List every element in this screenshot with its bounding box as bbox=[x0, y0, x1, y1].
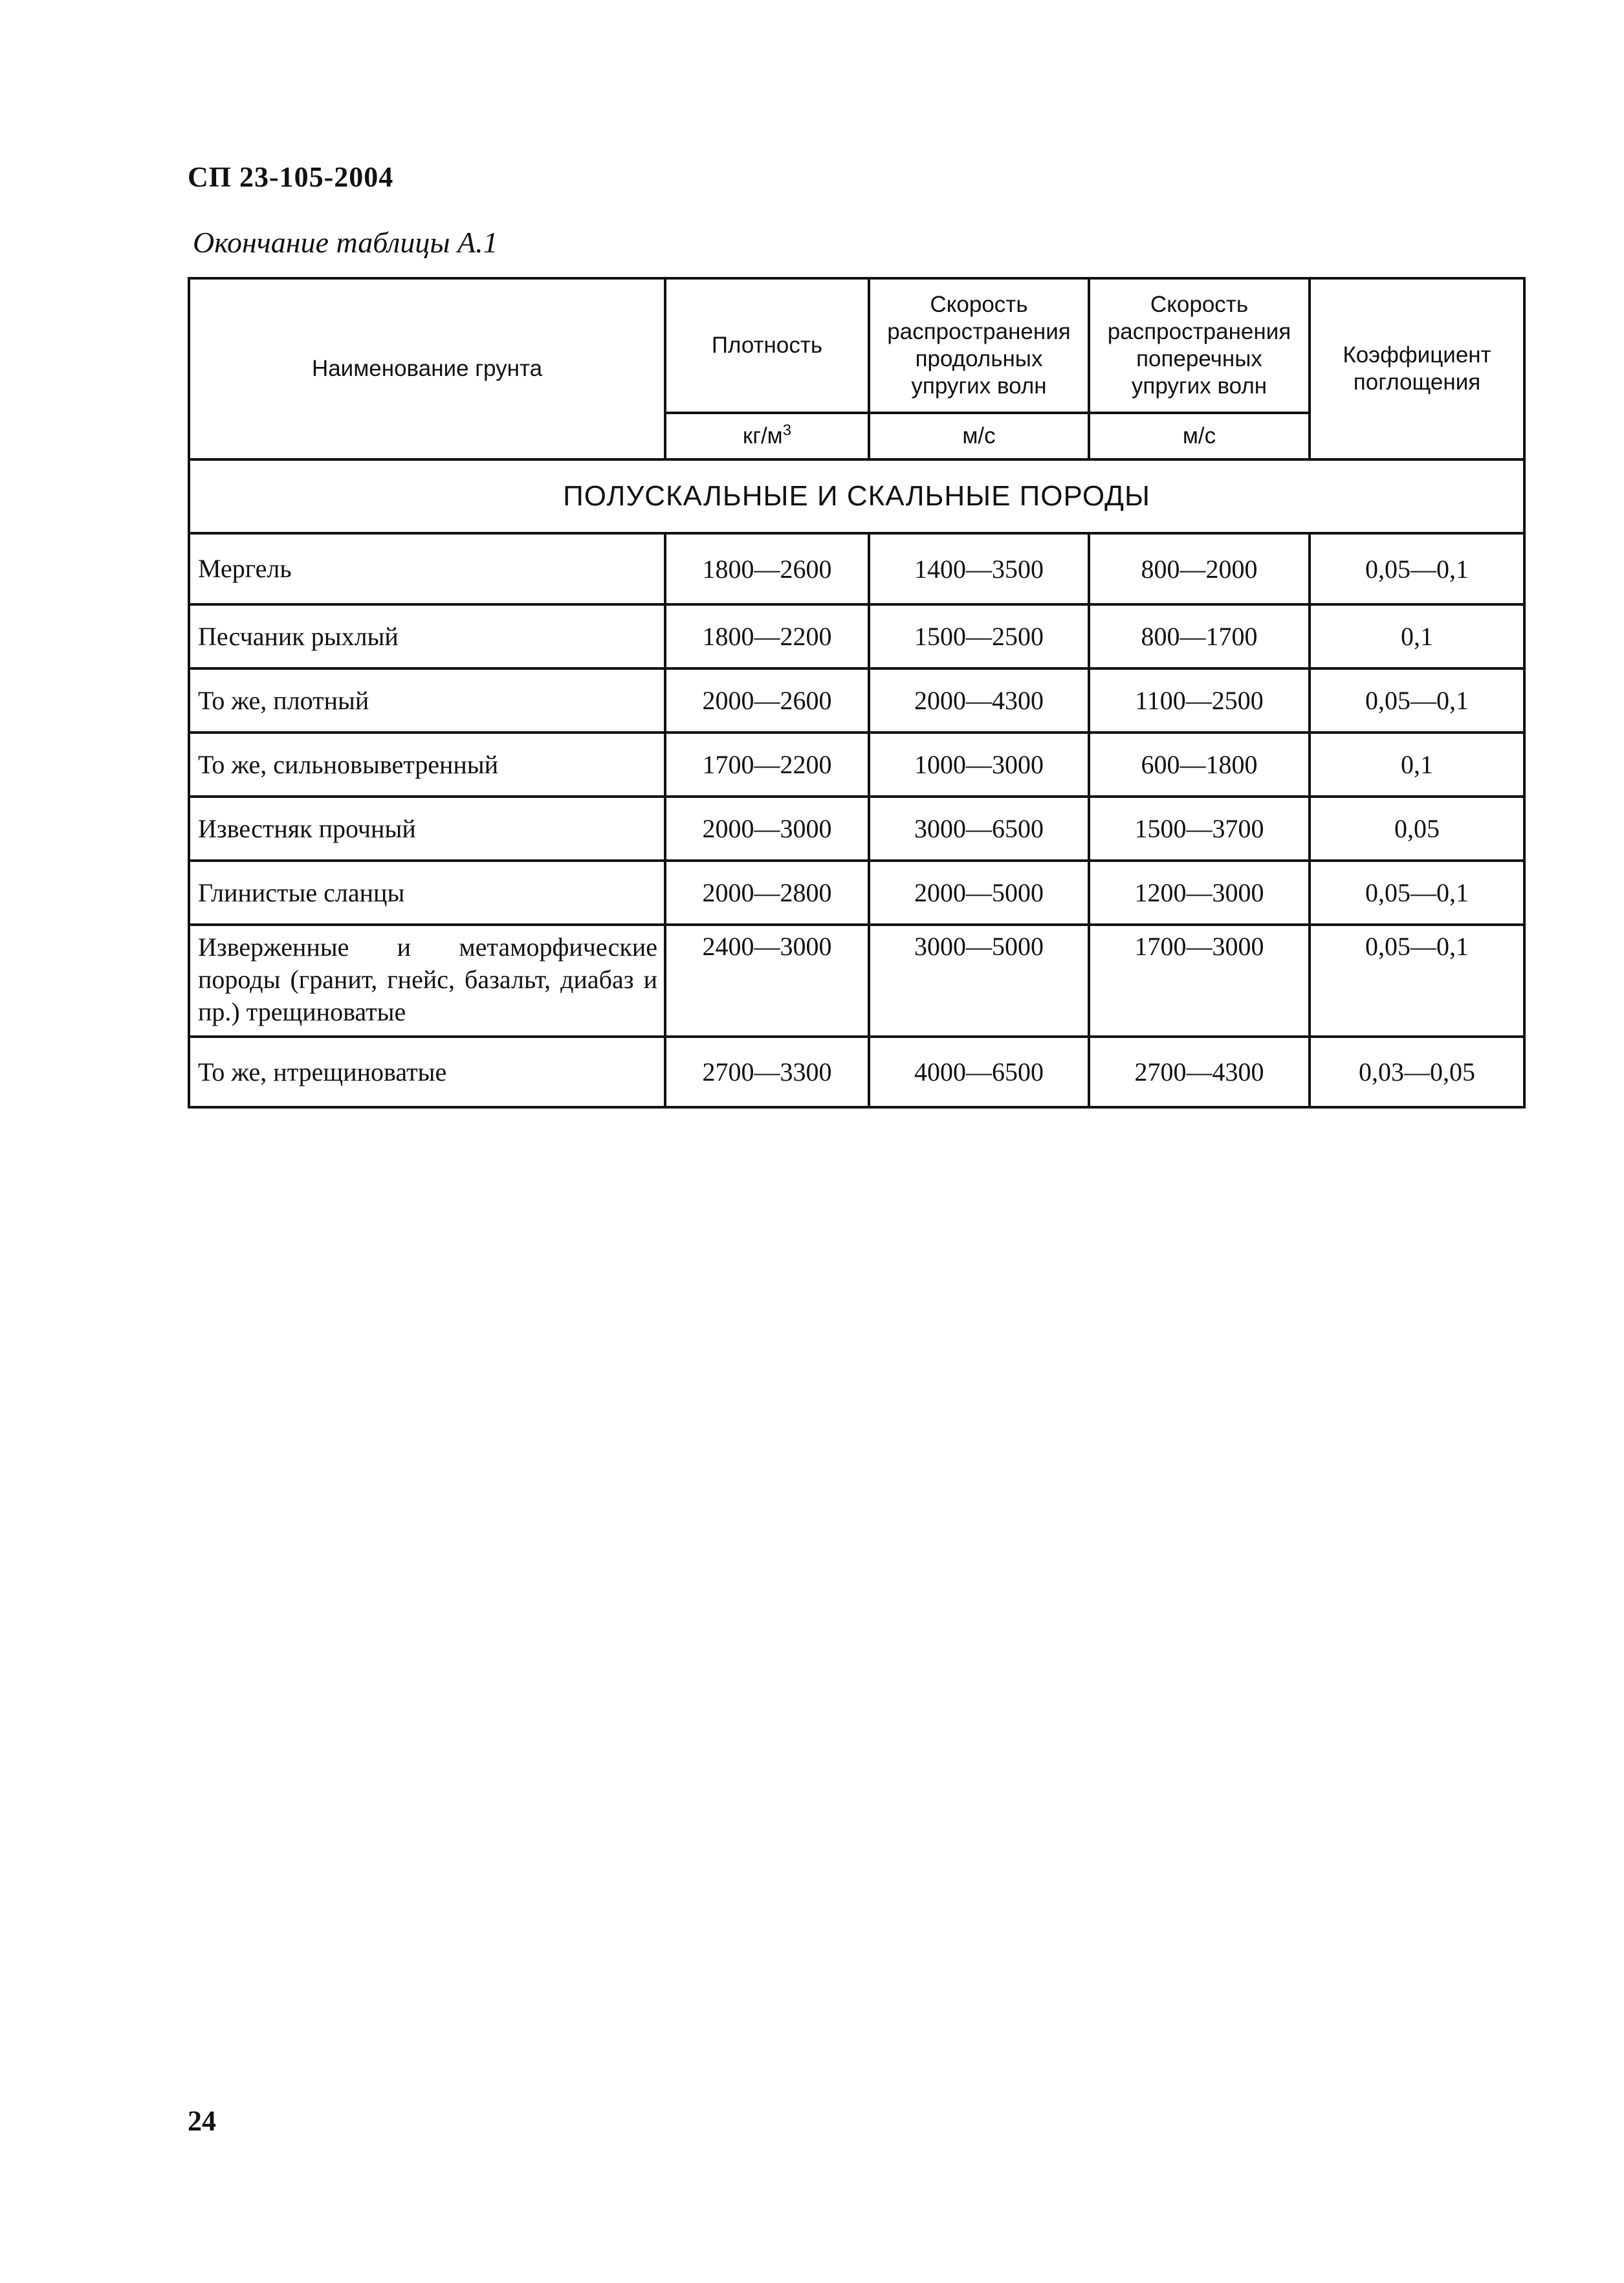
absorption-cell: 0,05 bbox=[1310, 797, 1524, 861]
soil-name-cell: То же, нтрещиноватые bbox=[189, 1037, 665, 1107]
absorption-cell: 0,1 bbox=[1310, 604, 1524, 668]
absorption-cell: 0,05—0,1 bbox=[1310, 668, 1524, 733]
longitudinal-speed-cell: 1400—3500 bbox=[869, 533, 1089, 604]
soil-name-cell: То же, плотный bbox=[189, 668, 665, 733]
soil-name-cell: Глинистые сланцы bbox=[189, 861, 665, 925]
absorption-cell: 0,03—0,05 bbox=[1310, 1037, 1524, 1107]
table-row bbox=[189, 797, 1524, 861]
transverse-speed-cell: 1700—3000 bbox=[1089, 925, 1310, 1037]
transverse-speed-cell: 1100—2500 bbox=[1089, 668, 1310, 733]
soil-properties-table bbox=[188, 277, 1526, 1108]
density-cell: 1700—2200 bbox=[665, 733, 869, 797]
table-caption: Окончание таблицы А.1 bbox=[193, 226, 498, 259]
transverse-speed-cell: 1500—3700 bbox=[1089, 797, 1310, 861]
longitudinal-speed-cell: 1500—2500 bbox=[869, 604, 1089, 668]
section-title: ПОЛУСКАЛЬНЫЕ И СКАЛЬНЫЕ ПОРОДЫ bbox=[189, 459, 1524, 533]
density-cell: 2400—3000 bbox=[665, 925, 869, 1037]
soil-name-cell: Мергель bbox=[189, 533, 665, 604]
unit-density bbox=[665, 413, 869, 459]
absorption-cell: 0,05—0,1 bbox=[1310, 533, 1524, 604]
absorption-cell: 0,05—0,1 bbox=[1310, 925, 1524, 1037]
soil-name-cell: Песчаник рыхлый bbox=[189, 604, 665, 668]
header-density: Плотность bbox=[665, 278, 869, 413]
longitudinal-speed-cell: 2000—5000 bbox=[869, 861, 1089, 925]
header-transverse-speed: Скорость распространения поперечных упругих волн bbox=[1089, 278, 1310, 413]
unit-transverse-speed: м/с bbox=[1089, 413, 1310, 459]
density-cell: 1800—2600 bbox=[665, 533, 869, 604]
section-row bbox=[189, 459, 1524, 533]
density-cell: 2000—2800 bbox=[665, 861, 869, 925]
soil-name-cell: То же, сильновыветренный bbox=[189, 733, 665, 797]
header-longitudinal-speed: Скорость распространения продольных упругих волн bbox=[869, 278, 1089, 413]
table-row bbox=[189, 861, 1524, 925]
absorption-cell: 0,1 bbox=[1310, 733, 1524, 797]
density-cell: 2700—3300 bbox=[665, 1037, 869, 1107]
unit-longitudinal-speed: м/с bbox=[869, 413, 1089, 459]
page-number: 24 bbox=[188, 2105, 216, 2137]
transverse-speed-cell: 800—2000 bbox=[1089, 533, 1310, 604]
transverse-speed-cell: 800—1700 bbox=[1089, 604, 1310, 668]
unit-density-exponent: 3 bbox=[782, 421, 792, 439]
header-absorption-coefficient: Коэффициент поглощения bbox=[1310, 278, 1524, 459]
table-header-row bbox=[189, 278, 1524, 413]
header-soil-name: Наименование грунта bbox=[189, 278, 665, 459]
document-code: СП 23-105-2004 bbox=[188, 161, 394, 193]
longitudinal-speed-cell: 2000—4300 bbox=[869, 668, 1089, 733]
longitudinal-speed-cell: 1000—3000 bbox=[869, 733, 1089, 797]
absorption-cell: 0,05—0,1 bbox=[1310, 861, 1524, 925]
density-cell: 1800—2200 bbox=[665, 604, 869, 668]
longitudinal-speed-cell: 4000—6500 bbox=[869, 1037, 1089, 1107]
table-row bbox=[189, 604, 1524, 668]
table-row bbox=[189, 733, 1524, 797]
density-cell: 2000—2600 bbox=[665, 668, 869, 733]
longitudinal-speed-cell: 3000—6500 bbox=[869, 797, 1089, 861]
table-row bbox=[189, 1037, 1524, 1107]
table-row bbox=[189, 668, 1524, 733]
transverse-speed-cell: 2700—4300 bbox=[1089, 1037, 1310, 1107]
transverse-speed-cell: 600—1800 bbox=[1089, 733, 1310, 797]
soil-name-cell: Известняк прочный bbox=[189, 797, 665, 861]
longitudinal-speed-cell: 3000—5000 bbox=[869, 925, 1089, 1037]
soil-name-cell: Изверженные и метаморфические породы (гранит, гнейс, базальт, диабаз и пр.) трещиноватые bbox=[189, 925, 665, 1037]
table-row bbox=[189, 925, 1524, 1037]
unit-density-base: кг/м bbox=[742, 423, 783, 448]
transverse-speed-cell: 1200—3000 bbox=[1089, 861, 1310, 925]
table-row bbox=[189, 533, 1524, 604]
density-cell: 2000—3000 bbox=[665, 797, 869, 861]
